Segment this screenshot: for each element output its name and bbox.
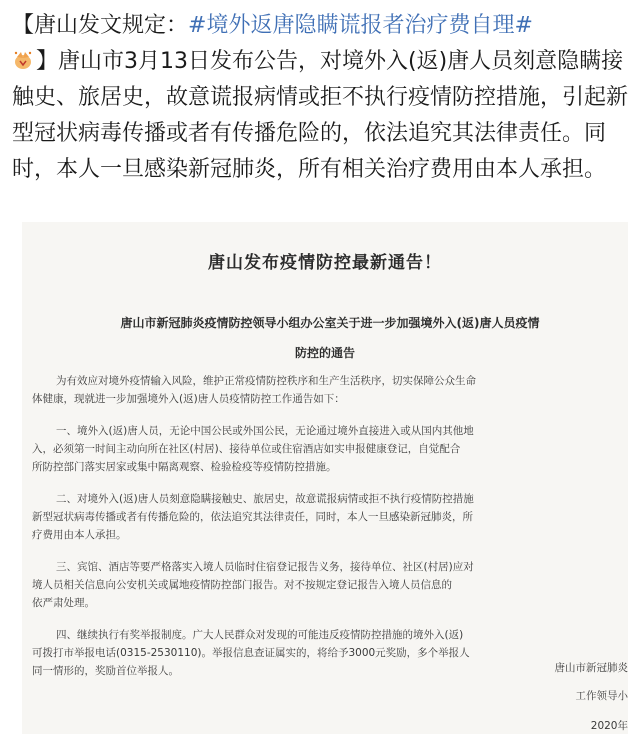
doc-line: 境人员相关信息向公安机关或属地疫情防控部门报告。对不按规定登记报告入境人员信息的 [32, 579, 452, 591]
doc-line: 入，必须第一时间主动向所在社区(村居)、接待单位或住宿酒店如实申报健康登记，自觉配合 [32, 443, 461, 455]
doc-line: 疗费用由本人承担。 [32, 529, 127, 541]
signature-group: 工作领导小 [575, 690, 628, 702]
signature-date: 2020年 [590, 720, 628, 732]
hashtag-link[interactable]: #境外返唐隐瞒谎报者治疗费自理# [188, 13, 533, 38]
document-body [32, 372, 628, 680]
doc-line: 新型冠状病毒传播或者有传播危险的，依法追究其法律责任，同时，本人一旦感染新冠肺炎，所 [32, 511, 473, 523]
notice-document-image [22, 222, 628, 734]
doc-line: 四、继续执行有奖举报制度。广大人民群众对发现的可能违反疫情防控措施的境外入(返) [56, 629, 464, 641]
signature-org: 唐山市新冠肺炎 [554, 662, 628, 674]
clapping-hands-icon [12, 49, 34, 71]
doc-line: 所防控部门落实居家或集中隔离观察、检验检疫等疫情防控措施。 [32, 461, 337, 473]
post-body: 】唐山市3月13日发布公告，对境外入(返)唐人员刻意隐瞒接触史、旅居史，故意谎报病情或拒不执行疫情防控措施，引起新型冠状病毒传播或者有传播危险的，依法追究其法律责任。同时，本人一旦感染新冠肺炎，所有相关治疗费用由本人承担。 [12, 49, 629, 182]
post-prefix: 【唐山发文规定： [12, 13, 189, 38]
doc-line: 三、宾馆、酒店等要严格落实入境人员临时住宿登记报告义务，接待单位、社区(村居)应对 [56, 561, 474, 573]
doc-line: 依严肃处理。 [32, 597, 95, 609]
document-headline: 唐山发布疫情防控最新通告！ [208, 253, 442, 273]
doc-line: 体健康，现就进一步加强境外入(返)唐人员疫情防控工作通告如下： [32, 393, 345, 405]
doc-line: 一、境外入(返)唐人员，无论中国公民或外国公民，无论通过境外直接进入或从国内其他地 [56, 425, 474, 437]
doc-line: 可拨打市举报电话(0315-2530110)。举报信息查证属实的，将给予3000元奖励，多个举报人 [32, 647, 470, 659]
document-subtitle: 防控的通告 [294, 346, 355, 360]
doc-line: 二、对境外入(返)唐人员刻意隐瞒接触史、旅居史，故意谎报病情或拒不执行疫情防控措施 [56, 493, 474, 505]
doc-line: 同一情形的，奖励首位举报人。 [32, 665, 179, 677]
post-text [0, 0, 640, 188]
document-title: 唐山市新冠肺炎疫情防控领导小组办公室关于进一步加强境外入(返)唐人员疫情 [120, 316, 540, 330]
doc-line: 为有效应对境外疫情输入风险，维护正常疫情防控秩序和生产生活秩序，切实保障公众生命 [56, 375, 476, 387]
